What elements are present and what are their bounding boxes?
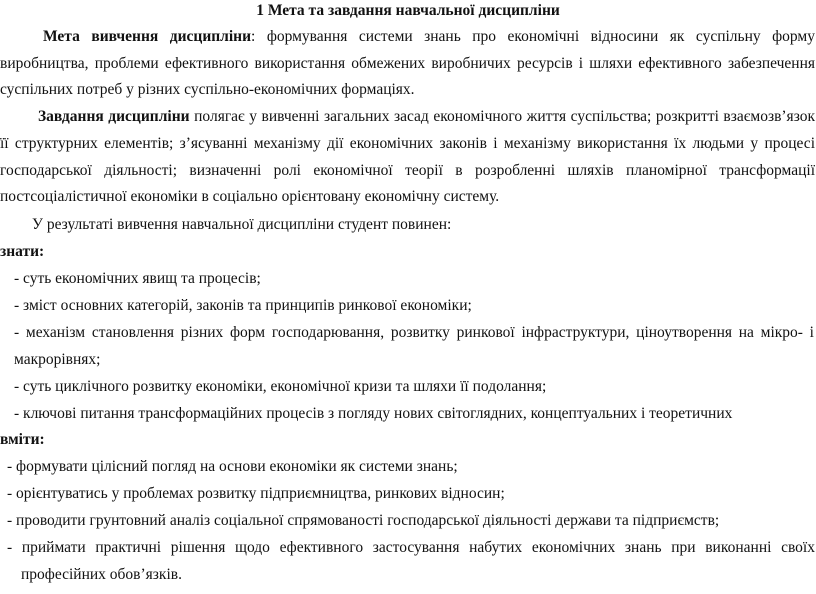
goal-label: Мета вивчення дисципліни	[43, 28, 252, 45]
able-item-2: - орієнтуватись у проблемах розвитку підприємництва, ринкових відносин;	[7, 485, 505, 502]
know-item-1: - суть економічних явищ та процесів;	[14, 270, 261, 287]
know-item-3: - механізм становлення різних форм господарювання, розвитку ринкової інфраструктури, ціноутворення на мікро- і	[14, 324, 814, 341]
know-item-2: - зміст основних категорій, законів та принципів ринкової економіки;	[14, 297, 472, 314]
goal-text-1: : формування системи знань про економічні відносини як суспільну форму	[251, 28, 815, 45]
goal-line-2: виробництва, проблеми ефективного використання обмежених виробничих ресурсів і шляхи ефективного забезпечення	[0, 55, 815, 72]
tasks-line-1	[38, 106, 815, 128]
know-label: знати:	[0, 243, 45, 260]
able-label: вміти:	[0, 431, 45, 448]
know-item-4: - суть циклічного розвитку економіки, економічної кризи та шляхи її подолання;	[14, 378, 547, 395]
able-item-3: - проводити грунтовний аналіз соціальної спрямованості господарської діяльності держави та підприємств;	[7, 512, 720, 529]
able-item-4: - приймати практичні рішення щодо ефективного застосування набутих економічних знань при виконанні своїх	[7, 539, 815, 556]
able-item-1: - формувати цілісний погляд на основи економіки як системи знань;	[7, 458, 458, 475]
goal-line-3: суспільних потреб у різних суспільно-економічних формаціях.	[0, 81, 415, 98]
section-title: 1 Мета та завдання навчальної дисципліни	[256, 2, 560, 19]
tasks-line-2: її структурних елементів; з’ясуванні механізму дії економічних законів і механізму використання їх людьми у процесі	[0, 135, 815, 152]
tasks-label: Завдання дисципліни	[38, 108, 190, 125]
able-item-4-cont: професійних обов’язків.	[21, 566, 182, 583]
tasks-text-1: полягає у вивченні загальних засад економічного життя суспільства; розкритті взаємозв’язок	[189, 108, 816, 125]
tasks-line-4: постсоціалістичної економіки в соціально орієнтовану економічну систему.	[0, 188, 500, 205]
result-intro: У результаті вивчення навчальної дисципліни студент повинен:	[32, 216, 452, 233]
goal-line-1	[43, 26, 815, 48]
tasks-line-3: господарської діяльності; визначенні ролі економічної теорії в розробленні шляхів планомірної трансформації	[0, 162, 815, 179]
know-item-5: - ключові питання трансформаційних процесів з погляду нових світоглядних, концептуальних і теоретичних	[14, 405, 733, 422]
know-item-3-cont: макрорівнях;	[14, 351, 101, 368]
